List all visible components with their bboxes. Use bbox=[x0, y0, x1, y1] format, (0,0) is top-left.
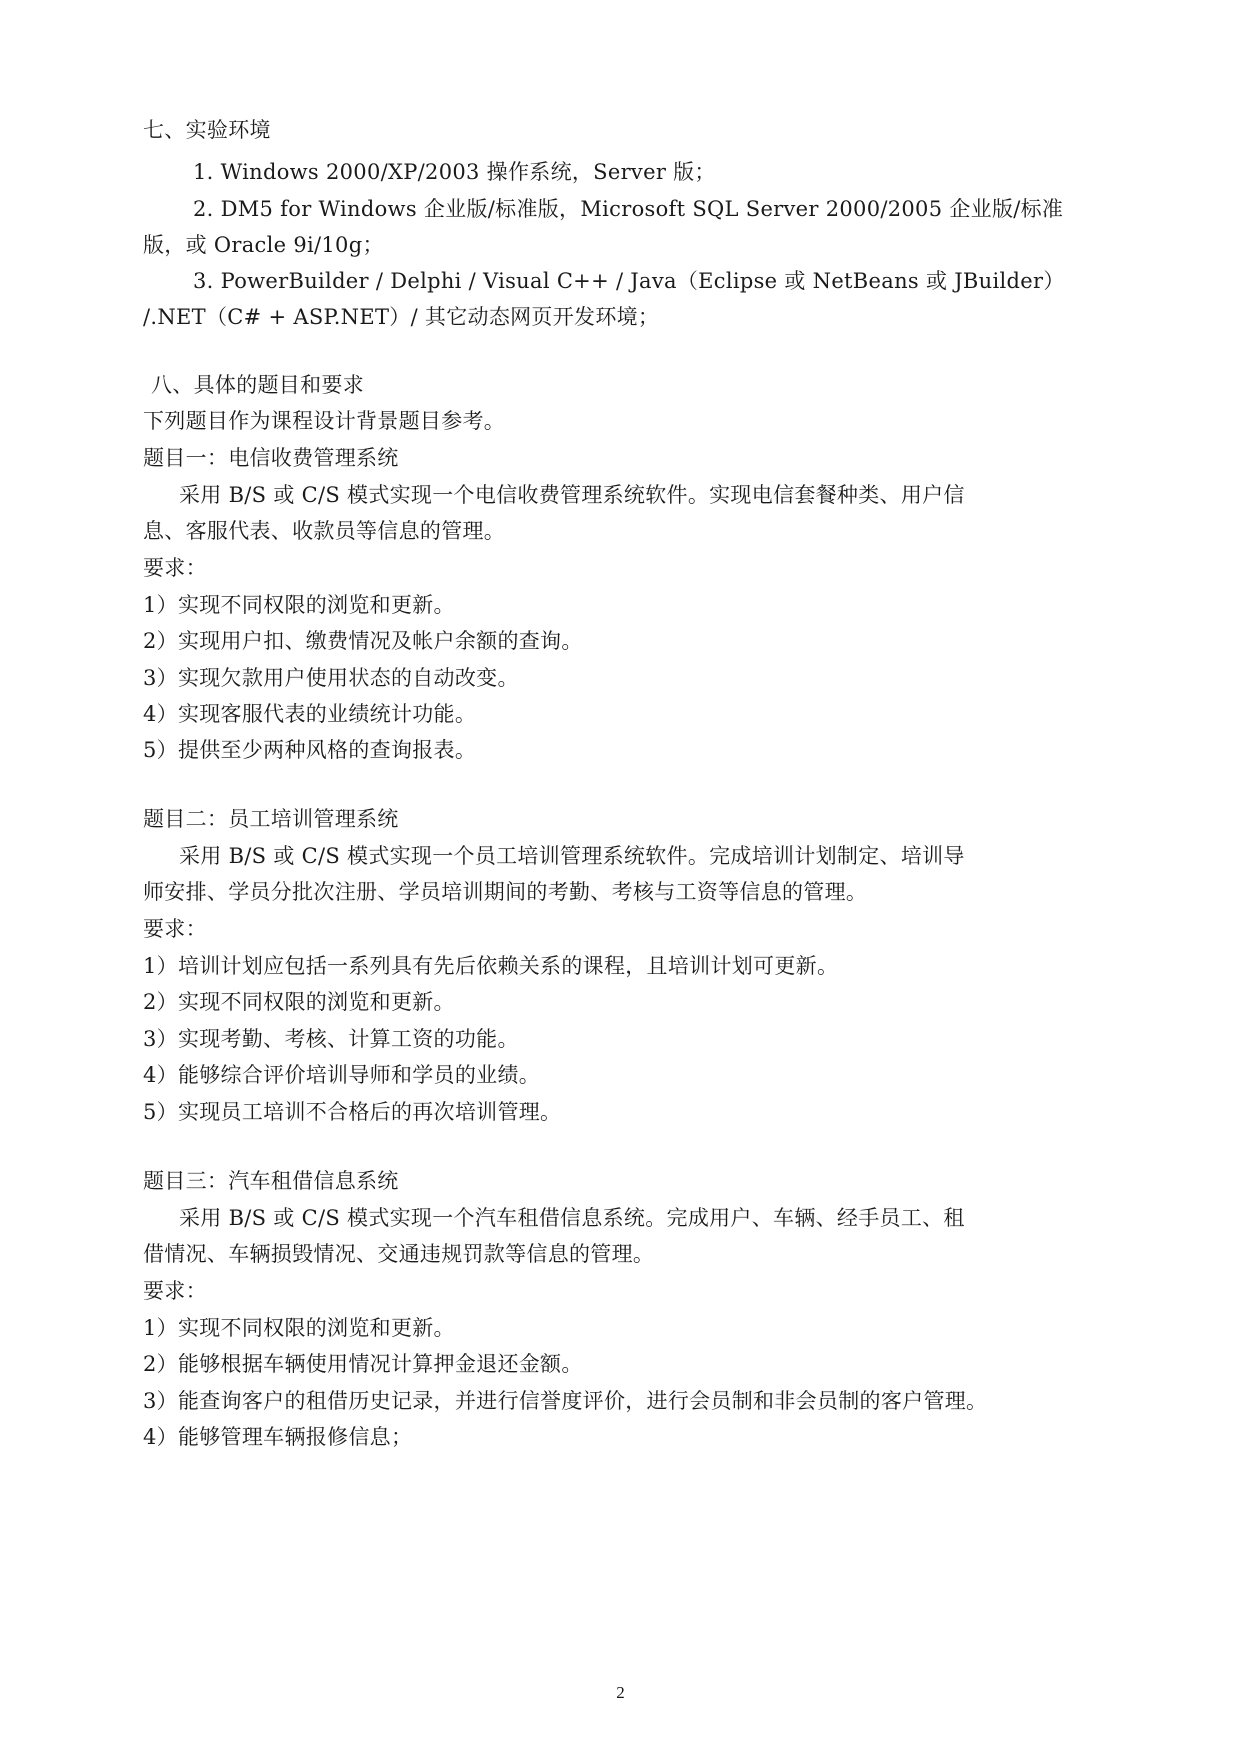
topic-3-requirements-label: 要求： bbox=[143, 1279, 207, 1303]
topic-2-description-line-1: 采用 B/S 或 C/S 模式实现一个员工培训管理系统软件。完成培训计划制定、培训导 bbox=[179, 844, 965, 868]
page-number: 2 bbox=[616, 1683, 625, 1702]
topic-1-requirement-1: 1）实现不同权限的浏览和更新。 bbox=[143, 593, 455, 617]
topic-2-requirement-2: 2）实现不同权限的浏览和更新。 bbox=[143, 990, 455, 1014]
topic-3-title: 题目三：汽车租借信息系统 bbox=[143, 1169, 399, 1193]
topic-3-requirement-1: 1）实现不同权限的浏览和更新。 bbox=[143, 1316, 455, 1340]
topic-3-description-line-1: 采用 B/S 或 C/S 模式实现一个汽车租借信息系统。完成用户、车辆、经手员工、租 bbox=[179, 1206, 965, 1230]
topic-3-requirement-4: 4）能够管理车辆报修信息； bbox=[143, 1425, 413, 1449]
topic-1-requirement-3: 3）实现欠款用户使用状态的自动改变。 bbox=[143, 666, 519, 690]
environment-item-3-line-2: /.NET（C# + ASP.NET）/ 其它动态网页开发环境； bbox=[143, 305, 660, 329]
topic-1-description-line-2: 息、客服代表、收款员等信息的管理。 bbox=[143, 519, 506, 543]
environment-item-1: 1. Windows 2000/XP/2003 操作系统，Server 版； bbox=[193, 160, 716, 184]
topics-intro: 下列题目作为课程设计背景题目参考。 bbox=[143, 409, 506, 433]
environment-item-3-line-1: 3. PowerBuilder / Delphi / Visual C++ / Java（Eclipse 或 NetBeans 或 JBuilder） bbox=[193, 269, 1065, 293]
environment-item-2-line-1: 2. DM5 for Windows 企业版/标准版，Microsoft SQL Server 2000/2005 企业版/标准 bbox=[193, 197, 1064, 221]
topic-1-requirement-5: 5）提供至少两种风格的查询报表。 bbox=[143, 738, 477, 762]
topic-3-requirement-2: 2）能够根据车辆使用情况计算押金退还金额。 bbox=[143, 1352, 583, 1376]
topic-1-requirement-2: 2）实现用户扣、缴费情况及帐户余额的查询。 bbox=[143, 629, 583, 653]
section-heading-environment: 七、实验环境 bbox=[143, 118, 271, 142]
topic-2-requirement-4: 4）能够综合评价培训导师和学员的业绩。 bbox=[143, 1063, 541, 1087]
section-heading-topics: 八、具体的题目和要求 bbox=[151, 373, 364, 397]
topic-2-requirement-3: 3）实现考勤、考核、计算工资的功能。 bbox=[143, 1027, 519, 1051]
topic-3-description-line-2: 借情况、车辆损毁情况、交通违规罚款等信息的管理。 bbox=[143, 1242, 655, 1266]
topic-2-description-line-2: 师安排、学员分批次注册、学员培训期间的考勤、考核与工资等信息的管理。 bbox=[143, 880, 868, 904]
topic-2-title: 题目二：员工培训管理系统 bbox=[143, 807, 399, 831]
topic-1-title: 题目一：电信收费管理系统 bbox=[143, 446, 399, 470]
topic-1-requirement-4: 4）实现客服代表的业绩统计功能。 bbox=[143, 702, 477, 726]
topic-1-requirements-label: 要求： bbox=[143, 556, 207, 580]
topic-2-requirements-label: 要求： bbox=[143, 917, 207, 941]
topic-2-requirement-1: 1）培训计划应包括一系列具有先后依赖关系的课程，且培训计划可更新。 bbox=[143, 954, 839, 978]
topic-1-description-line-1: 采用 B/S 或 C/S 模式实现一个电信收费管理系统软件。实现电信套餐种类、用户信 bbox=[179, 483, 965, 507]
environment-item-2-line-2: 版，或 Oracle 9i/10g； bbox=[143, 233, 384, 257]
topic-2-requirement-5: 5）实现员工培训不合格后的再次培训管理。 bbox=[143, 1100, 562, 1124]
topic-3-requirement-3: 3）能查询客户的租借历史记录，并进行信誉度评价，进行会员制和非会员制的客户管理。 bbox=[143, 1389, 988, 1413]
